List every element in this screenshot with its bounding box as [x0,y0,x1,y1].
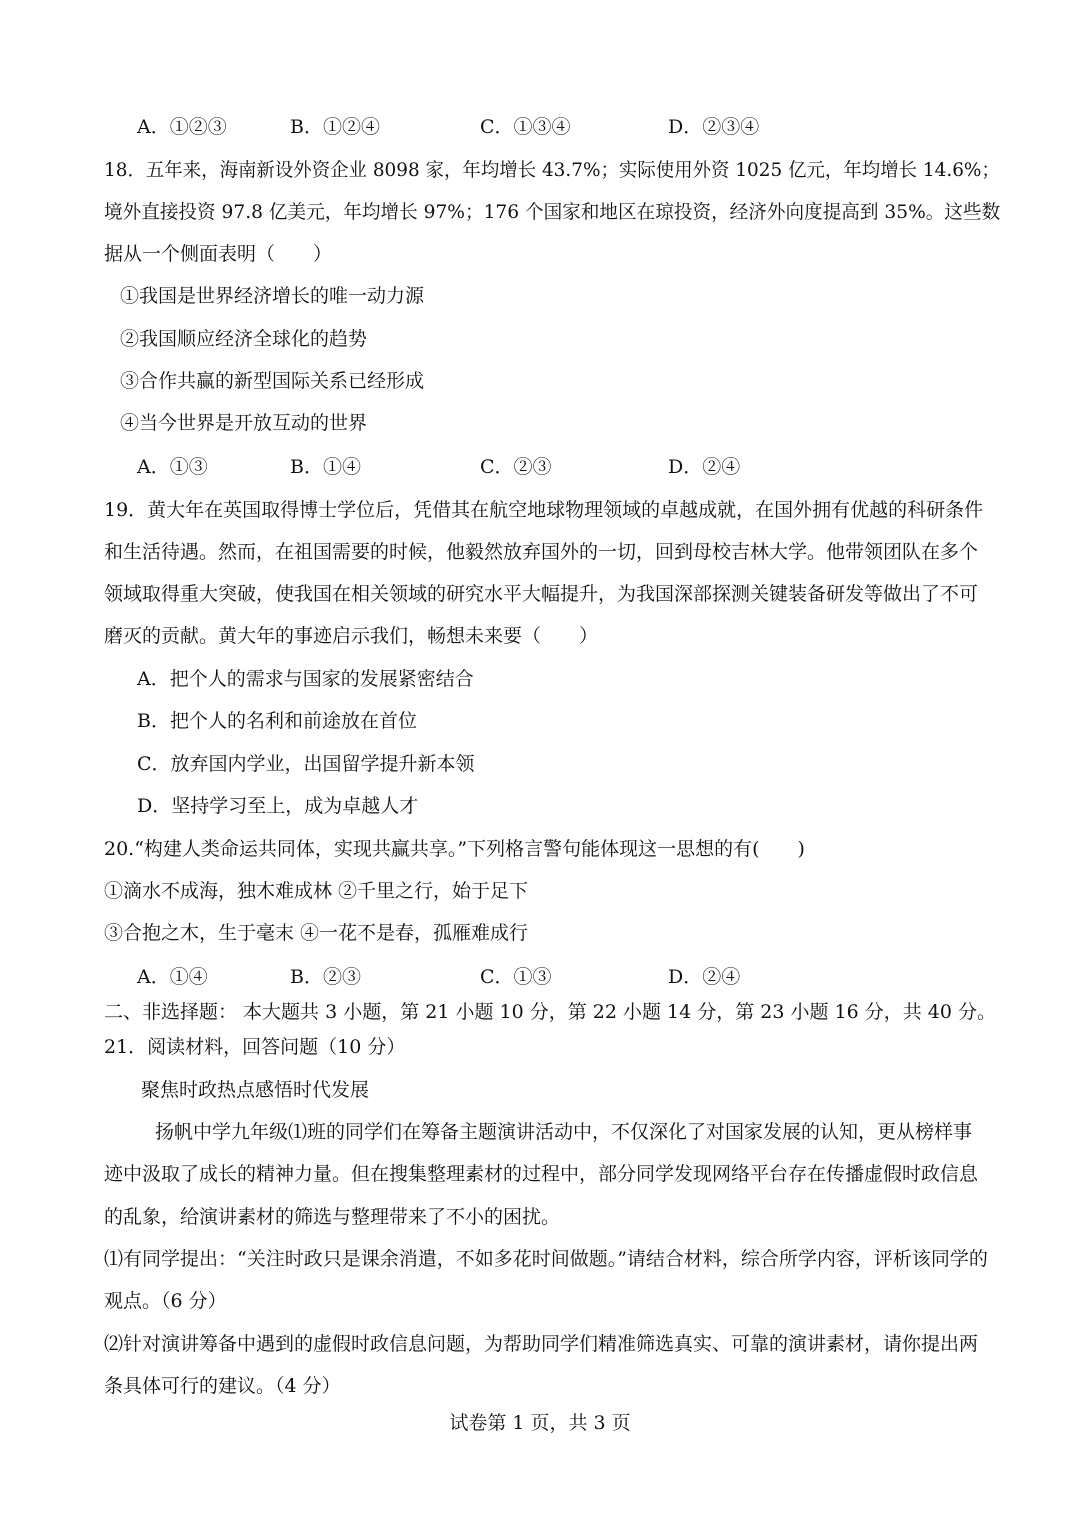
page-footer: 试卷第 1 页，共 3 页 [449,1412,631,1434]
q21-sub1-line: ⑴有同学提出：“关注时政只是课余消遣，不如多花时间做题。”请结合材料，综合所学内容，评析该同学的 [104,1248,988,1270]
q21-subtitle: 聚焦时政热点感悟时代发展 [141,1079,370,1101]
q19-stem-line: 磨灭的贡献。黄大年的事迹启示我们，畅想未来要（ ） [104,625,599,647]
q18-item: ④当今世界是开放互动的世界 [120,412,368,434]
q17-option-b: B．①②④ [290,116,380,138]
q21-sub2-line: 条具体可行的建议。（4 分） [104,1375,341,1397]
q20-item: ③合抱之木，生于毫末 ④一花不是春，孤雁难成行 [104,922,529,944]
q21-sub2-line: ⑵针对演讲筹备中遇到的虚假时政信息问题，为帮助同学们精准筛选真实、可靠的演讲素材，请你提出两 [104,1333,979,1355]
q21-material-line: 的乱象，给演讲素材的筛选与整理带来了不小的困扰。 [104,1206,561,1228]
q18-stem-line: 18．五年来，海南新设外资企业 8098 家，年均增长 43.7%；实际使用外资 1025 亿元，年均增长 14.6%； [104,159,1000,181]
q20-option-a: A．①④ [137,966,208,988]
q18-option-c: C．②③ [480,456,552,478]
q18-option-b: B．①④ [290,456,361,478]
section-heading: 二、非选择题： 本大题共 3 小题，第 21 小题 10 分，第 22 小题 14 分，第 23 小题 16 分，共 40 分。 [104,1001,996,1023]
q18-item: ②我国顺应经济全球化的趋势 [120,328,368,350]
q18-stem-line: 据从一个侧面表明（ ） [104,243,333,265]
q21-material-line: 迹中汲取了成长的精神力量。但在搜集整理素材的过程中，部分同学发现网络平台存在传播虚假时政信息 [104,1163,979,1185]
q20-item: ①滴水不成海，独木难成林 ②千里之行，始于足下 [104,880,529,902]
q19-stem-line: 领域取得重大突破，使我国在相关领域的研究水平大幅提升，为我国深部探测关键装备研发等做出了不可 [104,583,979,605]
q19-option-c: C．放弃国内学业，出国留学提升新本领 [137,753,475,775]
q17-option-a: A．①②③ [137,116,227,138]
q19-stem-line: 和生活待遇。然而，在祖国需要的时候，他毅然放弃国外的一切，回到母校吉林大学。他带领团队在多个 [104,541,979,563]
q20-stem: 20.“构建人类命运共同体，实现共赢共享。”下列格言警句能体现这一思想的有( ) [104,838,805,860]
q18-stem-line: 境外直接投资 97.8 亿美元，年均增长 97%；176 个国家和地区在琼投资，经济外向度提高到 35%。这些数 [104,201,1001,223]
q20-option-b: B．②③ [290,966,361,988]
q21-material-line: 扬帆中学九年级⑴班的同学们在筹备主题演讲活动中，不仅深化了对国家发展的认知，更从榜样事 [155,1121,973,1143]
q21-stem: 21．阅读材料，回答问题（10 分） [104,1036,406,1058]
q21-sub1-line: 观点。（6 分） [104,1290,227,1312]
q18-option-d: D．②④ [668,456,741,478]
q20-option-c: C．①③ [480,966,552,988]
q19-option-d: D．坚持学习至上，成为卓越人才 [137,795,419,817]
q17-option-c: C．①③④ [480,116,571,138]
q19-option-b: B．把个人的名利和前途放在首位 [137,710,417,732]
q19-option-a: A．把个人的需求与国家的发展紧密结合 [137,668,474,690]
q18-item: ③合作共赢的新型国际关系已经形成 [120,370,425,392]
q19-stem-line: 19．黄大年在英国取得博士学位后，凭借其在航空地球物理领域的卓越成就，在国外拥有优越的科研条件 [104,499,984,521]
q17-option-d: D．②③④ [668,116,760,138]
q18-item: ①我国是世界经济增长的唯一动力源 [120,285,425,307]
q18-option-a: A．①③ [137,456,208,478]
q20-option-d: D．②④ [668,966,741,988]
